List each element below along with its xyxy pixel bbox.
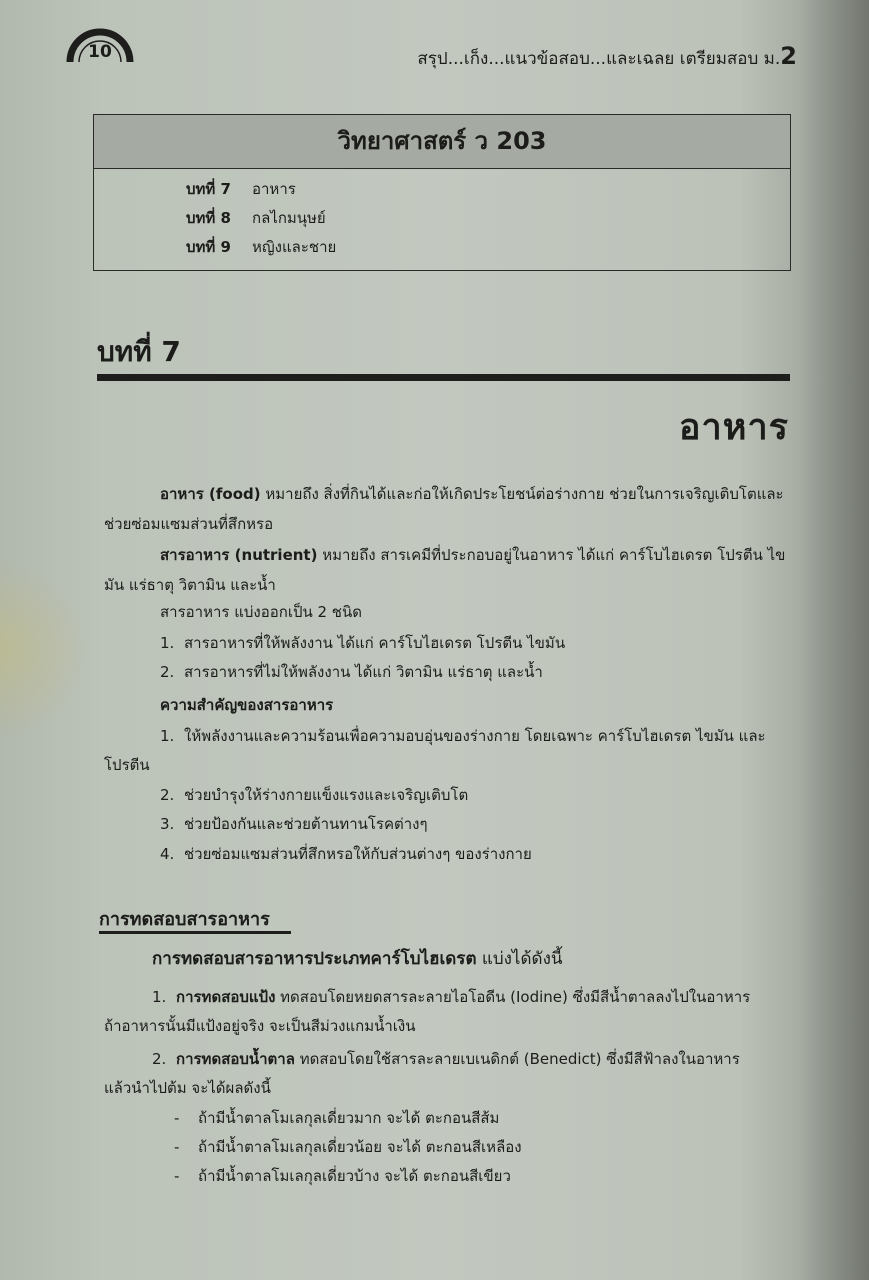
result-dash: - [174,1138,180,1156]
list-number: 4. [160,845,175,863]
page-number: 10 [88,42,112,62]
definition-text: หมายถึง สารเคมีที่ประกอบอยู่ในอาหาร ได้แก่ คาร์โบไฮเดรต โปรตีน ไขมัน แร่ธาตุ วิตามิน และน้ำ [104,546,786,594]
test-item [152,1048,740,1070]
test-name: การทดสอบน้ำตาล [176,1050,295,1068]
list-item [160,843,532,865]
test-text: ทดสอบโดยใช้สารละลายเบเนดิกต์ (Benedict) ซึ่งมีสีฟ้าลงในอาหาร [294,1050,740,1068]
result-item [174,1136,522,1158]
list-item [160,813,428,835]
chapter-list-item [186,237,336,266]
list-number: 2. [152,1050,167,1068]
importance-heading [160,694,333,716]
running-title: สรุป...เก็ง...แนวข้อสอบ...และเฉลย เตรียมสอบ ม. [417,49,781,69]
definition-food [104,479,790,539]
chapter-list-number: บทที่ 7 [186,180,231,198]
section-title: การทดสอบสารอาหาร [99,909,270,930]
definition-nutrient [104,540,790,600]
nutrient-types-intro: สารอาหาร แบ่งออกเป็น 2 ชนิด [160,603,362,621]
result-text: ถ้ามีน้ำตาลโมเลกุลเดี่ยวบ้าง จะได้ ตะกอนสีเขียว [198,1167,511,1185]
paper-stain [0,560,90,740]
test-name: การทดสอบแป้ง [176,988,276,1006]
running-title-grade: 2 [780,42,797,70]
result-dash: - [174,1167,180,1185]
list-number: 3. [160,815,175,833]
result-item [174,1165,511,1187]
chapter-list [186,179,336,266]
list-item [160,725,766,747]
importance-heading-text: ความสำคัญของสารอาหาร [160,696,334,714]
definition-text: หมายถึง สิ่งที่กินได้และก่อให้เกิดประโยชน์ต่อร่างกาย ช่วยในการเจริญเติบโตและช่วยซ่อมแซมส่วนที่สึกหรอ [104,485,784,533]
list-text: ช่วยซ่อมแซมส่วนที่สึกหรอให้กับส่วนต่างๆ ของร่างกาย [184,845,532,863]
test-text-continued: แล้วนำไปต้ม จะได้ผลดังนี้ [104,1079,271,1097]
definition-term: อาหาร (food) [160,485,261,503]
carb-test-heading [152,948,563,970]
chapter-title: อาหาร [678,407,789,448]
test-text: ทดสอบโดยหยดสารละลายไอโอดีน (Iodine) ซึ่งมีสีน้ำตาลลงไปในอาหาร [275,988,751,1006]
chapter-divider [97,374,790,381]
test-text-continued: ถ้าอาหารนั้นมีแป้งอยู่จริง จะเป็นสีม่วงแกมน้ำเงิน [104,1017,416,1035]
list-text: ช่วยป้องกันและช่วยต้านทานโรคต่างๆ [184,815,428,833]
list-number: 1. [160,634,175,652]
list-item [160,632,565,654]
result-dash: - [174,1109,180,1127]
page-edge-shadow [799,0,869,1280]
list-text: สารอาหารที่ให้พลังงาน ได้แก่ คาร์โบไฮเดรต โปรตีน ไขมัน [184,634,566,652]
list-number: 1. [152,988,167,1006]
chapter-list-name: หญิงและชาย [252,238,337,256]
subject-title: วิทยาศาสตร์ ว 203 [94,115,790,169]
page-number-badge [66,26,134,64]
list-item [160,661,543,683]
list-text: ให้พลังงานและความร้อนเพื่อความอบอุ่นของร่างกาย โดยเฉพาะ คาร์โบไฮเดรต ไขมัน และ [184,727,766,745]
result-text: ถ้ามีน้ำตาลโมเลกุลเดี่ยวน้อย จะได้ ตะกอนสีเหลือง [198,1138,522,1156]
chapter-list-item [186,208,336,237]
list-number: 1. [160,727,175,745]
list-text: สารอาหารที่ไม่ให้พลังงาน ได้แก่ วิตามิน แร่ธาตุ และน้ำ [184,663,543,681]
chapter-list-name: อาหาร [252,180,296,198]
definition-term: สารอาหาร (nutrient) [160,546,318,564]
section-underline [99,931,291,934]
test-item [152,986,750,1008]
chapter-list-item [186,179,336,208]
list-item [160,784,468,806]
list-text: ช่วยบำรุงให้ร่างกายแข็งแรงและเจริญเติบโต [184,786,469,804]
chapter-list-name: กลไกมนุษย์ [252,209,326,227]
result-item [174,1107,499,1129]
list-number: 2. [160,786,175,804]
carb-test-heading-suffix: แบ่งได้ดังนี้ [476,949,563,969]
list-text-continued: โปรตีน [104,756,150,774]
chapter-label: บทที่ 7 [97,335,181,368]
result-text: ถ้ามีน้ำตาลโมเลกุลเดี่ยวมาก จะได้ ตะกอนสีส้ม [198,1109,500,1127]
list-number: 2. [160,663,175,681]
subject-box [93,114,791,271]
running-header [300,42,797,72]
carb-test-heading-text: การทดสอบสารอาหารประเภทคาร์โบไฮเดรต [152,949,477,969]
chapter-list-number: บทที่ 9 [186,238,231,256]
chapter-list-number: บทที่ 8 [186,209,231,227]
